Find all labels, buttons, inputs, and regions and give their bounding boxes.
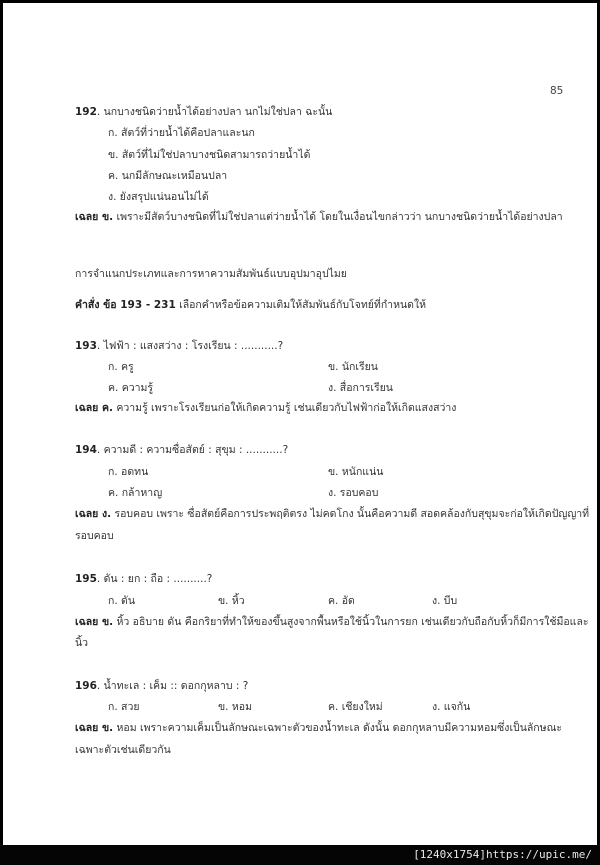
- option-d: ง. บีบ: [432, 595, 458, 607]
- option-d: ง. รอบคอบ: [328, 487, 379, 499]
- document-page: [3, 3, 597, 845]
- answer-label: เฉลย ข.: [75, 722, 114, 734]
- section-title: การจำแนกประเภทและการหาความสัมพันธ์แบบอุปมาอุปไมย: [75, 268, 347, 280]
- question-stem: . นกบางชนิดว่ายน้ำได้อย่างปลา นกไม่ใช่ปลา ฉะนั้น: [96, 106, 333, 118]
- answer-text: หิ้ว อธิบาย ดัน คือกริยาที่ทำให้ของขึ้นสูงจากพื้นหรือใช้นิ้วในการยก เช่นเดียวกับถือกับหิ้วก็มีการใช้มือและ: [113, 616, 589, 628]
- answer-label: เฉลย ข.: [75, 616, 114, 628]
- answer-195-continued: นิ้ว: [75, 637, 89, 649]
- question-193: [75, 339, 283, 353]
- question-stem: . ความดี : ความซื่อสัตย์ : สุขุม : ...........?: [96, 444, 289, 456]
- question-196: [75, 679, 248, 693]
- answer-192: [75, 210, 563, 224]
- question-number: 196: [75, 680, 97, 692]
- option-c: ค. กล้าหาญ: [108, 487, 163, 499]
- answer-text: ความรู้ เพราะโรงเรียนก่อให้เกิดความรู้ เช่นเดียวกับไฟฟ้าก่อให้เกิดแสงสว่าง: [113, 402, 457, 414]
- answer-label: เฉลย ข.: [75, 211, 114, 223]
- answer-194-continued: รอบคอบ: [75, 530, 114, 542]
- option-d: ง. แจกัน: [432, 701, 471, 713]
- answer-text: รอบคอบ เพราะ ซื่อสัตย์คือการประพฤติตรง ไม่คดโกง นั้นคือความดี สอดคล้องกับสุขุมจะก่อให้เกิดปัญญาที่: [111, 508, 590, 520]
- question-number: 192: [75, 106, 97, 118]
- option-a: ก. สัตว์ที่ว่ายน้ำได้คือปลาและนก: [108, 127, 255, 139]
- question-192: [75, 105, 332, 119]
- answer-196: [75, 721, 562, 735]
- question-number: 194: [75, 444, 97, 456]
- instruction-label: คำสั่ง ข้อ 193 - 231: [75, 299, 176, 311]
- option-a: ก. ครู: [108, 361, 134, 373]
- answer-label: เฉลย ง.: [75, 508, 112, 520]
- page-number: 85: [550, 85, 564, 97]
- option-b: ข. นักเรียน: [328, 361, 378, 373]
- instruction-text: เลือกคำหรือข้อความเติมให้สัมพันธ์กับโจทย์ที่กำหนดให้: [175, 299, 427, 311]
- question-number: 193: [75, 340, 97, 352]
- option-c: ค. นกมีลักษณะเหมือนปลา: [108, 170, 228, 182]
- question-194: [75, 443, 288, 457]
- option-b: ข. หนักแน่น: [328, 466, 384, 478]
- question-195: [75, 572, 212, 586]
- option-b: ข. สัตว์ที่ไม่ใช่ปลาบางชนิดสามารถว่ายน้ำได้: [108, 149, 311, 161]
- answer-text: หอม เพราะความเค็มเป็นลักษณะเฉพาะตัวของน้ำทะเล ดังนั้น ดอกกุหลาบมีความหอมซึ่งเป็นลักษณะ: [113, 722, 562, 734]
- option-a: ก. อดทน: [108, 466, 149, 478]
- option-d: ง. สื่อการเรียน: [328, 382, 393, 394]
- answer-label: เฉลย ค.: [75, 402, 113, 414]
- question-stem: . ดัน : ยก : ถือ : ..........?: [96, 573, 213, 585]
- answer-195: [75, 615, 589, 629]
- answer-196-continued: เฉพาะตัวเช่นเดียวกัน: [75, 744, 171, 756]
- option-b: ข. หอม: [218, 701, 253, 713]
- option-d: ง. ยังสรุปแน่นอนไม่ได้: [108, 191, 209, 203]
- question-stem: . น้ำทะเล : เค็ม :: ดอกกุหลาบ : ?: [96, 680, 249, 692]
- instruction: [75, 298, 426, 312]
- answer-193: [75, 401, 456, 415]
- option-c: ค. ความรู้: [108, 382, 154, 394]
- option-b: ข. หิ้ว: [218, 595, 245, 607]
- question-number: 195: [75, 573, 97, 585]
- question-stem: . ไฟฟ้า : แสงสว่าง : โรงเรียน : ...........?: [96, 340, 284, 352]
- watermark: [1240x1754]https://upic.me/: [413, 848, 592, 861]
- answer-194: [75, 507, 589, 521]
- option-a: ก. ดัน: [108, 595, 136, 607]
- option-a: ก. สวย: [108, 701, 140, 713]
- answer-text: เพราะมีสัตว์บางชนิดที่ไม่ใช่ปลาแต่ว่ายน้ำได้ โดยในเงื่อนไขกล่าวว่า นกบางชนิดว่ายน้ำได้อย่างปลา: [113, 211, 563, 223]
- footer-bar: [0, 845, 600, 865]
- option-c: ค. อัด: [328, 595, 355, 607]
- option-c: ค. เชียงใหม่: [328, 701, 383, 713]
